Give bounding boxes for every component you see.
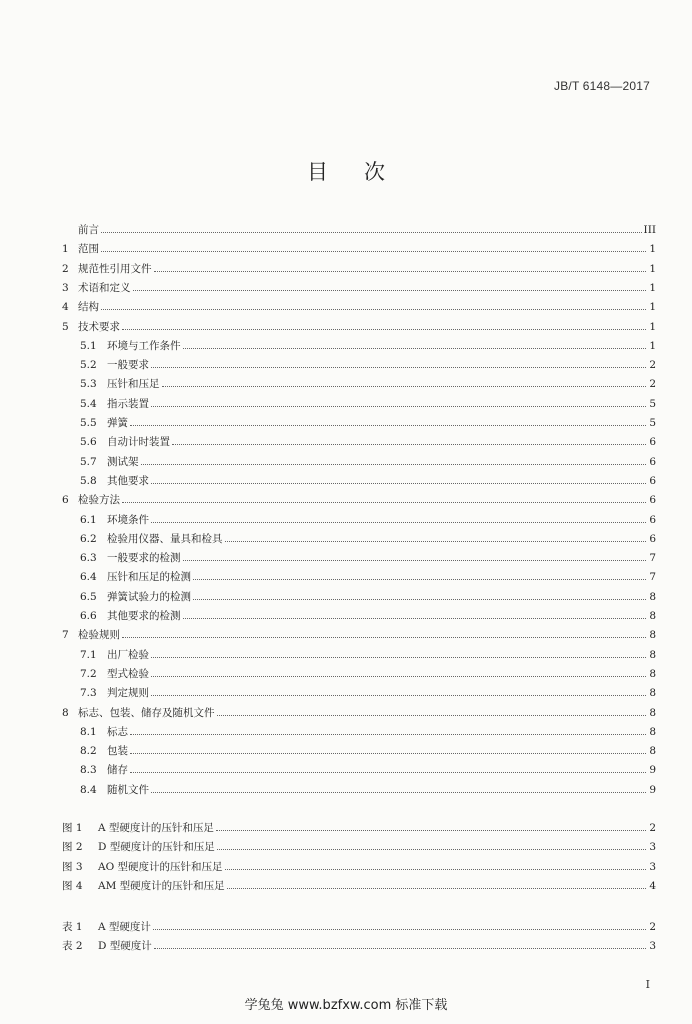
toc-entry-page: 7 (649, 552, 656, 564)
toc-entry-number: 7.2 (80, 668, 97, 680)
dot-leader (153, 928, 646, 930)
figures-entry[interactable] (62, 838, 656, 854)
dot-leader (217, 848, 646, 850)
toc-entry-label: 测试架 (107, 456, 139, 468)
toc-entry-page: 2 (649, 378, 656, 390)
toc-entry[interactable] (62, 607, 656, 623)
toc-entry[interactable] (62, 240, 656, 256)
dot-leader (122, 636, 646, 638)
dot-leader (101, 231, 642, 233)
toc-entry-number: 8 (62, 707, 69, 719)
toc-entry-number: 5.6 (80, 436, 97, 448)
dot-leader (151, 675, 646, 677)
toc-entry-label: 一般要求的检测 (107, 552, 181, 564)
toc-entry[interactable] (62, 472, 656, 488)
toc-entry-page: 2 (649, 359, 656, 371)
toc-entry-label: 包装 (107, 745, 128, 757)
toc-entry[interactable] (62, 260, 656, 276)
toc-entry-number: 7 (62, 629, 69, 641)
toc-entry-number: 6.1 (80, 514, 97, 526)
toc-entry-number: 6.6 (80, 610, 97, 622)
toc-entry-label: 检验规则 (78, 629, 120, 641)
dot-leader (154, 947, 646, 949)
toc-entry-page: 8 (649, 745, 656, 757)
dot-leader (151, 521, 646, 523)
dot-leader (151, 366, 646, 368)
toc-entry-label: 检验用仪器、量具和检具 (107, 533, 223, 545)
toc-entry-label: 压针和压足 (107, 378, 160, 390)
figures-entry-number: 图 2 (62, 841, 83, 853)
toc-entry-page: 8 (649, 591, 656, 603)
toc-entry-label: 技术要求 (78, 321, 120, 333)
toc-entry-label: 术语和定义 (78, 282, 131, 294)
toc-entry-label: 储存 (107, 764, 128, 776)
toc-entry-number: 8.2 (80, 745, 97, 757)
toc-entry-number: 6.5 (80, 591, 97, 603)
dot-leader (130, 771, 646, 773)
toc-entry-number: 8.3 (80, 764, 97, 776)
figures-entry-label: AO 型硬度计的压针和压足 (98, 861, 223, 873)
dot-leader (227, 887, 646, 889)
figures-entry-label: D 型硬度计的压针和压足 (98, 841, 215, 853)
toc-entry[interactable] (62, 511, 656, 527)
dot-leader (122, 501, 646, 503)
toc-entry-page: III (643, 224, 656, 236)
dot-leader (151, 482, 646, 484)
toc-entry-label: 出厂检验 (107, 649, 149, 661)
dot-leader (130, 752, 646, 754)
dot-leader (122, 328, 646, 330)
tables-entry-label: A 型硬度计 (98, 921, 151, 933)
toc-entry-label: 标志 (107, 726, 128, 738)
toc-entry-label: 其他要求 (107, 475, 149, 487)
toc-entry-page: 6 (649, 436, 656, 448)
figures-entry-number: 图 3 (62, 861, 83, 873)
toc-entry-label: 其他要求的检测 (107, 610, 181, 622)
toc-entry[interactable] (62, 337, 656, 353)
toc-entry-page: 1 (649, 321, 656, 333)
toc-entry-page: 8 (649, 610, 656, 622)
toc-entry-page: 1 (649, 282, 656, 294)
figures-entry-page: 4 (649, 880, 656, 892)
dot-leader (225, 540, 647, 542)
toc-entry[interactable] (62, 395, 656, 411)
toc-entry[interactable] (62, 723, 656, 739)
dot-leader (183, 347, 647, 349)
toc-entry[interactable] (62, 530, 656, 546)
toc-entry-label: 指示装置 (107, 398, 149, 410)
dot-leader (193, 598, 646, 600)
toc-entry-page: 8 (649, 668, 656, 680)
tables-entry-number: 表 2 (62, 940, 83, 952)
toc-entry-label: 判定规则 (107, 687, 149, 699)
figures-entry-page: 3 (649, 861, 656, 873)
tables-entry-label: D 型硬度计 (98, 940, 152, 952)
toc-entry-number: 6 (62, 494, 69, 506)
toc-entry[interactable] (62, 684, 656, 700)
dot-leader (154, 270, 647, 272)
dot-leader (162, 385, 647, 387)
figures-entry-label: AM 型硬度计的压针和压足 (98, 880, 225, 892)
toc-entry[interactable] (62, 375, 656, 391)
toc-entry-page: 5 (649, 398, 656, 410)
toc-entry[interactable] (62, 588, 656, 604)
toc-entry[interactable] (62, 549, 656, 565)
toc-entry[interactable] (62, 704, 656, 720)
dot-leader (130, 733, 646, 735)
dot-leader (172, 443, 646, 445)
dot-leader (151, 405, 646, 407)
toc-entry-page: 6 (649, 533, 656, 545)
toc-entry-number: 8.4 (80, 784, 97, 796)
toc-entry-number: 5.1 (80, 340, 97, 352)
toc-entry-page: 7 (649, 571, 656, 583)
dot-leader (225, 868, 646, 870)
toc-entry-number: 5.4 (80, 398, 97, 410)
toc-entry-page: 1 (649, 243, 656, 255)
footer-watermark: 学兔兔 www.bzfxw.com 标准下载 (244, 998, 448, 1013)
dot-leader (183, 559, 647, 561)
dot-leader (183, 617, 647, 619)
toc-entry-page: 6 (649, 494, 656, 506)
toc-entry-label: 规范性引用文件 (78, 263, 152, 275)
toc-entry[interactable] (62, 761, 656, 777)
dot-leader (216, 829, 646, 831)
toc-entry[interactable] (62, 298, 656, 314)
toc-entry-label: 检验方法 (78, 494, 120, 506)
toc-entry-number: 5.5 (80, 417, 97, 429)
toc-entry[interactable] (62, 221, 656, 237)
toc-entry-number: 6.2 (80, 533, 97, 545)
dot-leader (151, 791, 646, 793)
toc-entry-label: 自动计时装置 (107, 436, 170, 448)
tables-entry-number: 表 1 (62, 921, 83, 933)
toc-entry-number: 7.3 (80, 687, 97, 699)
toc-entry[interactable] (62, 356, 656, 372)
toc-entry-page: 6 (649, 514, 656, 526)
toc-entry-page: 8 (649, 707, 656, 719)
toc-entry[interactable] (62, 279, 656, 295)
tables-entry[interactable] (62, 937, 656, 953)
toc-entry-number: 5.7 (80, 456, 97, 468)
toc-entry-number: 7.1 (80, 649, 97, 661)
toc-entry-label: 型式检验 (107, 668, 149, 680)
tables-entry-page: 3 (649, 940, 656, 952)
toc-entry-number: 8.1 (80, 726, 97, 738)
dot-leader (101, 308, 646, 310)
toc-entry-label: 环境与工作条件 (107, 340, 181, 352)
toc-entry-label: 压针和压足的检测 (107, 571, 191, 583)
toc-entry-number: 3 (62, 282, 69, 294)
toc-entry[interactable] (62, 414, 656, 430)
toc-entry-page: 8 (649, 687, 656, 699)
toc-entry-label: 弹簧 (107, 417, 128, 429)
toc-entry-number: 5.8 (80, 475, 97, 487)
figures-entry-page: 3 (649, 841, 656, 853)
dot-leader (151, 656, 646, 658)
dot-leader (133, 289, 647, 291)
toc-entry-label: 结构 (78, 301, 99, 313)
toc-entry[interactable] (62, 568, 656, 584)
toc-entry-number: 2 (62, 263, 69, 275)
toc-entry-number: 4 (62, 301, 69, 313)
figures-entry[interactable] (62, 877, 656, 893)
toc-entry[interactable] (62, 646, 656, 662)
standard-code: JB/T 6148—2017 (554, 79, 650, 93)
figures-entry-page: 2 (649, 822, 656, 834)
figures-entry[interactable] (62, 858, 656, 874)
figures-entry-label: A 型硬度计的压针和压足 (98, 822, 214, 834)
dot-leader (193, 578, 646, 580)
toc-entry-label: 范围 (78, 243, 99, 255)
toc-entry-page: 1 (649, 263, 656, 275)
tables-entry[interactable] (62, 918, 656, 934)
toc-entry-page: 8 (649, 629, 656, 641)
toc-entry-page: 8 (649, 649, 656, 661)
toc-entry-page: 6 (649, 475, 656, 487)
toc-entry-label: 标志、包装、储存及随机文件 (78, 707, 215, 719)
toc-entry-number: 5.3 (80, 378, 97, 390)
page-number: I (645, 978, 650, 991)
toc-entry-number: 1 (62, 243, 69, 255)
toc-entry[interactable] (62, 742, 656, 758)
dot-leader (217, 714, 647, 716)
tables-entry-page: 2 (649, 921, 656, 933)
figures-entry-number: 图 1 (62, 822, 83, 834)
toc-entry[interactable] (62, 665, 656, 681)
toc-entry-label: 弹簧试验力的检测 (107, 591, 191, 603)
toc-entry[interactable] (62, 781, 656, 797)
toc-entry-label: 前言 (78, 224, 99, 236)
toc-entry-number: 5.2 (80, 359, 97, 371)
dot-leader (130, 424, 646, 426)
toc-entry[interactable] (62, 626, 656, 642)
toc-entry-number: 6.4 (80, 571, 97, 583)
toc-entry[interactable] (62, 433, 656, 449)
toc-entry-page: 9 (649, 764, 656, 776)
toc-entry-label: 随机文件 (107, 784, 149, 796)
toc-entry-number: 6.3 (80, 552, 97, 564)
toc-entry-number: 5 (62, 321, 69, 333)
dot-leader (151, 694, 646, 696)
toc-entry[interactable] (62, 318, 656, 334)
toc-entry-label: 环境条件 (107, 514, 149, 526)
figures-entry-number: 图 4 (62, 880, 83, 892)
toc-entry-page: 1 (649, 301, 656, 313)
toc-entry-label: 一般要求 (107, 359, 149, 371)
figures-entry[interactable] (62, 819, 656, 835)
page-title: 目次 (307, 160, 421, 184)
toc-entry-page: 5 (649, 417, 656, 429)
toc-entry-page: 6 (649, 456, 656, 468)
toc-entry-page: 9 (649, 784, 656, 796)
toc-entry-page: 8 (649, 726, 656, 738)
dot-leader (101, 250, 646, 252)
toc-entry-page: 1 (649, 340, 656, 352)
dot-leader (141, 463, 647, 465)
toc-entry[interactable] (62, 453, 656, 469)
toc-entry[interactable] (62, 491, 656, 507)
